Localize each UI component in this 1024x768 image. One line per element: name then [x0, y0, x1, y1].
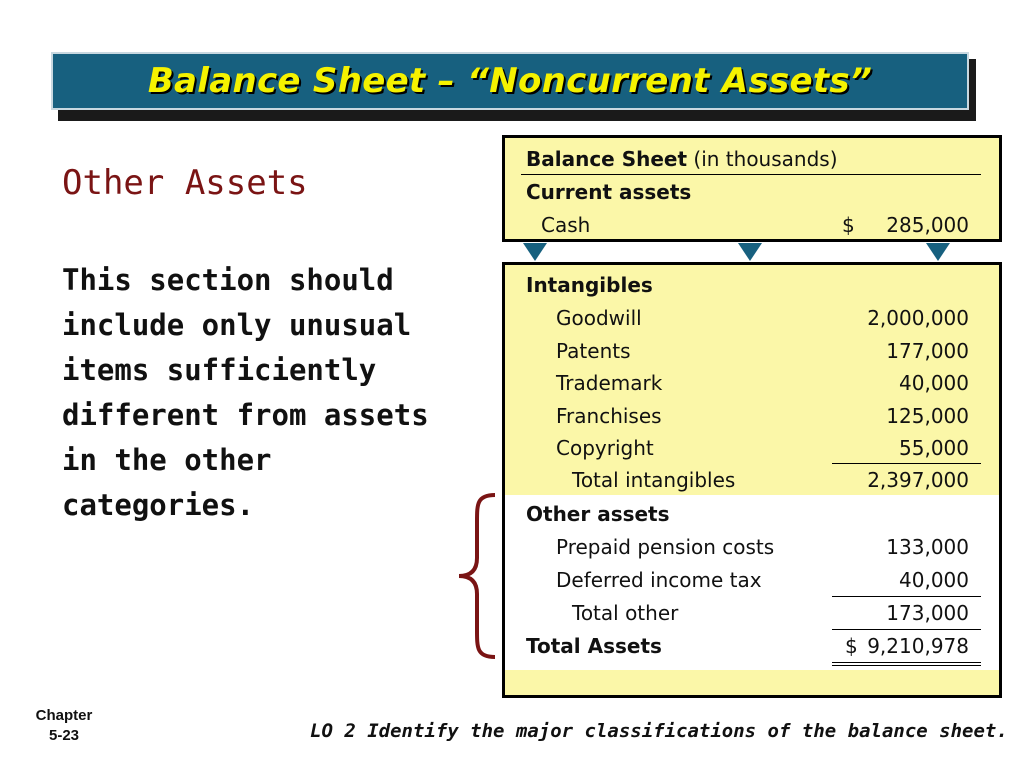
total-other-label: Total other: [572, 601, 679, 625]
cash-row: [505, 209, 999, 241]
section-description: This section should include only unusual items sufficiently different from assets in the other categories.: [62, 263, 429, 522]
current-assets-row: [505, 176, 999, 208]
other-assets-row: [505, 498, 999, 530]
intangible-item-label: Trademark: [556, 371, 663, 395]
pointer-arrow-icon: [926, 243, 950, 261]
chapter-label-block: [28, 706, 100, 746]
title-banner: [51, 52, 969, 110]
intangible-item-row: [505, 335, 999, 367]
other-asset-item-value: 133,000: [886, 535, 969, 559]
pointer-arrow-icon: [523, 243, 547, 261]
other-asset-item-row: [505, 531, 999, 563]
intangible-item-label: Patents: [556, 339, 631, 363]
section-heading: Other Assets: [62, 163, 308, 203]
intangible-item-row: [505, 432, 999, 464]
total-intangibles-row: [505, 464, 999, 496]
total-other-row: [505, 597, 999, 629]
learning-objective: LO 2 Identify the major classifications of the balance sheet.: [310, 720, 1008, 742]
balance-sheet-units: (in thousands): [693, 147, 838, 171]
total-assets-value: 9,210,978: [867, 634, 969, 658]
total-assets-dollar-sign: $: [845, 634, 858, 658]
total-assets-row: [505, 630, 999, 662]
slide-number: 5-23: [48, 727, 80, 744]
intangible-item-value: 177,000: [886, 339, 969, 363]
other-assets-label: Other assets: [526, 502, 670, 526]
intangible-item-row: [505, 302, 999, 334]
other-asset-item-label: Prepaid pension costs: [556, 535, 775, 559]
intangible-item-value: 40,000: [899, 371, 969, 395]
intangible-item-value: 55,000: [899, 436, 969, 460]
intangible-item-label: Goodwill: [556, 306, 642, 330]
balance-sheet-title: Balance Sheet: [526, 147, 688, 171]
total-intangibles-label: Total intangibles: [572, 468, 736, 492]
slide-title: Balance Sheet – “Noncurrent Assets”: [147, 61, 873, 101]
total-other-value: 173,000: [886, 601, 969, 625]
intangible-item-row: [505, 367, 999, 399]
other-asset-item-row: [505, 564, 999, 596]
pointer-arrow-icon: [738, 243, 762, 261]
header-divider: [521, 174, 981, 175]
cash-value: 285,000: [886, 213, 969, 237]
chapter-label: Chapter: [35, 707, 93, 724]
intangibles-label: Intangibles: [526, 273, 653, 297]
intangible-item-value: 2,000,000: [867, 306, 969, 330]
cash-dollar-sign: $: [842, 213, 855, 237]
intangible-item-label: Copyright: [556, 436, 654, 460]
total-intangibles-value: 2,397,000: [867, 468, 969, 492]
current-assets-label: Current assets: [526, 180, 692, 204]
cash-label: Cash: [541, 213, 591, 237]
intangible-item-label: Franchises: [556, 404, 662, 428]
intangible-item-row: [505, 400, 999, 432]
intangibles-row: [505, 269, 999, 301]
other-asset-item-label: Deferred income tax: [556, 568, 762, 592]
curly-brace-icon: [455, 492, 499, 660]
double-underline: [832, 662, 981, 666]
balance-sheet-title-row: [505, 143, 999, 175]
balance-sheet-noncurrent-box: [502, 262, 1002, 698]
other-asset-item-value: 40,000: [899, 568, 969, 592]
total-assets-label: Total Assets: [526, 634, 662, 658]
intangible-item-value: 125,000: [886, 404, 969, 428]
balance-sheet-header-box: [502, 135, 1002, 242]
